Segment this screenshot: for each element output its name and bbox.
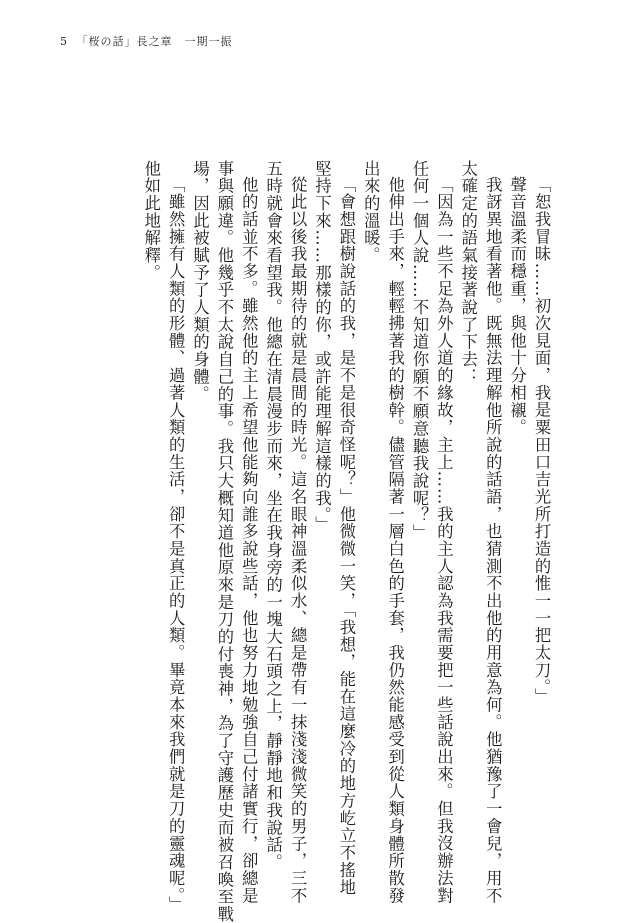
text-column: 事與願違。他幾乎不太說自己的事。我只大概知道他原來是刀的付喪神，為了守護歷史而被召喚至戰 [214,160,234,923]
text-column: 「會想跟樹說話的我，是不是很奇怪呢？」他微微一笑，「我想，能在這麼冷的地方屹立不搖地 [336,176,356,897]
text-column: 出來的溫暖。 [361,160,381,265]
text-column: 「雖然擁有人類的形體、過著人類的生活，卻不是真正的人類。畢竟本來我們就是刀的靈魂呢。」 [166,176,186,914]
text-column: 從此以後我最期待的就是晨間的時光。這名眼神溫柔似水、總是帶有一抹淺淺微笑的男子，三不 [288,176,308,905]
text-column: 我訝異地看著他。既無法理解他所說的話語，也猜測不出他的用意為何。他猶豫了一會兒，用不 [483,176,503,905]
running-title: 「桜の話」長之章 一期一振 [76,35,233,48]
page-number: 5 [60,35,68,48]
text-column: 他的話並不多。雖然他的主上希望他能夠向誰多說些話，他也努力地勉強自己付諸實行，卻總是 [239,176,259,905]
text-column: 堅持下來……那樣的你，或許能理解這樣的我。」 [312,160,332,534]
text-column: 聲音溫柔而穩重，與他十分相襯。 [507,176,527,437]
text-column: 他伸出手來，輕輕拂著我的樹幹。儘管隔著一層白色的手套，我仍然能感受到從人類身體所散發 [385,176,405,905]
text-column: 「因為一些不足為外人道的緣故，主上……我的主人認為我需要把一些話說出來。但我沒辦法對 [434,176,454,905]
text-column: 太確定的語氣接著說了下去： [458,160,478,386]
text-column: 他如此地解釋。 [141,160,161,282]
text-column: 場，因此被賦予了人類的身體。 [190,160,210,403]
text-column: 「恕我冒昧……初次見面，我是粟田口吉光所打造的惟一一把太刀。」 [532,176,551,706]
running-header [60,33,233,49]
text-column: 任何一個人說……不知道你願不願意聽我說呢？」 [410,160,430,542]
vertical-text-body [59,160,551,923]
text-column: 五時就會來看望我。他總在清晨漫步而來，坐在我身旁的一塊大石頭之上，靜靜地和我說話。 [263,160,283,871]
